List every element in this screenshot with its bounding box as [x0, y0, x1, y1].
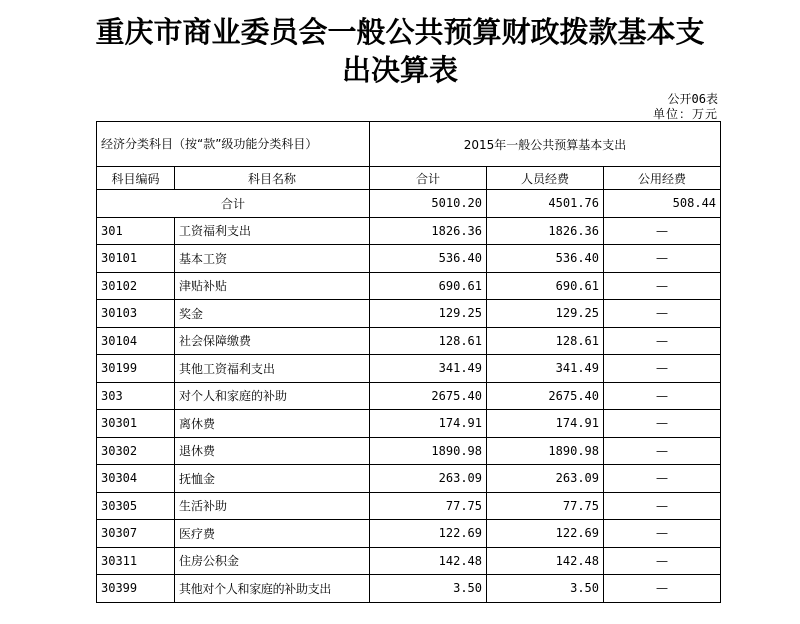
row-personnel: 129.25	[487, 300, 604, 328]
table-row	[97, 382, 721, 410]
unit-label: 单位：万元	[652, 107, 718, 121]
row-public: —	[604, 575, 721, 603]
row-public: —	[604, 272, 721, 300]
row-total: 2675.40	[370, 382, 487, 410]
row-total: 77.75	[370, 492, 487, 520]
row-total: 142.48	[370, 547, 487, 575]
total-row	[97, 190, 721, 218]
row-public: —	[604, 300, 721, 328]
header-budget-title: 2015年一般公共预算基本支出	[370, 122, 721, 167]
row-name: 对个人和家庭的补助	[175, 382, 370, 410]
row-name: 生活补助	[175, 492, 370, 520]
row-total: 536.40	[370, 245, 487, 273]
row-name: 其他对个人和家庭的补助支出	[175, 575, 370, 603]
row-total: 690.61	[370, 272, 487, 300]
table-row	[97, 327, 721, 355]
table-row	[97, 492, 721, 520]
header-row-2	[97, 167, 721, 190]
table-row	[97, 575, 721, 603]
row-code: 30302	[97, 437, 175, 465]
row-code: 301	[97, 217, 175, 245]
table-row	[97, 300, 721, 328]
row-total: 341.49	[370, 355, 487, 383]
table-row	[97, 520, 721, 548]
row-code: 30307	[97, 520, 175, 548]
row-public: —	[604, 355, 721, 383]
row-code: 30102	[97, 272, 175, 300]
total-row-label: 合计	[97, 190, 370, 218]
table-row	[97, 272, 721, 300]
row-personnel: 2675.40	[487, 382, 604, 410]
row-code: 30399	[97, 575, 175, 603]
row-personnel: 1826.36	[487, 217, 604, 245]
table-row	[97, 437, 721, 465]
row-personnel: 263.09	[487, 465, 604, 493]
row-personnel: 536.40	[487, 245, 604, 273]
row-public: —	[604, 410, 721, 438]
row-personnel: 1890.98	[487, 437, 604, 465]
row-personnel: 341.49	[487, 355, 604, 383]
budget-table	[96, 121, 721, 603]
row-public: —	[604, 327, 721, 355]
row-total: 174.91	[370, 410, 487, 438]
header-public: 公用经费	[604, 167, 721, 190]
form-number: 公开06表	[667, 92, 718, 106]
table-row	[97, 245, 721, 273]
row-name: 基本工资	[175, 245, 370, 273]
row-name: 社会保障缴费	[175, 327, 370, 355]
row-code: 30304	[97, 465, 175, 493]
row-personnel: 174.91	[487, 410, 604, 438]
header-personnel: 人员经费	[487, 167, 604, 190]
row-public: —	[604, 520, 721, 548]
header-econ-class: 经济分类科目（按“款”级功能分类科目）	[97, 122, 370, 167]
row-code: 30104	[97, 327, 175, 355]
row-personnel: 690.61	[487, 272, 604, 300]
table-row	[97, 217, 721, 245]
row-personnel: 3.50	[487, 575, 604, 603]
row-name: 医疗费	[175, 520, 370, 548]
total-row-public: 508.44	[604, 190, 721, 218]
row-total: 1890.98	[370, 437, 487, 465]
row-public: —	[604, 465, 721, 493]
row-personnel: 142.48	[487, 547, 604, 575]
row-total: 129.25	[370, 300, 487, 328]
table-row	[97, 410, 721, 438]
total-row-personnel: 4501.76	[487, 190, 604, 218]
row-personnel: 128.61	[487, 327, 604, 355]
row-name: 津贴补贴	[175, 272, 370, 300]
row-code: 30305	[97, 492, 175, 520]
row-code: 30101	[97, 245, 175, 273]
row-public: —	[604, 245, 721, 273]
row-name: 奖金	[175, 300, 370, 328]
header-name: 科目名称	[175, 167, 370, 190]
row-personnel: 122.69	[487, 520, 604, 548]
row-code: 30311	[97, 547, 175, 575]
row-personnel: 77.75	[487, 492, 604, 520]
row-public: —	[604, 437, 721, 465]
row-code: 30301	[97, 410, 175, 438]
row-name: 其他工资福利支出	[175, 355, 370, 383]
row-name: 退休费	[175, 437, 370, 465]
header-total: 合计	[370, 167, 487, 190]
table-row	[97, 547, 721, 575]
row-public: —	[604, 382, 721, 410]
table-row	[97, 465, 721, 493]
row-name: 住房公积金	[175, 547, 370, 575]
report-title-line-2: 出决算表	[341, 53, 458, 87]
table-row	[97, 355, 721, 383]
row-name: 工资福利支出	[175, 217, 370, 245]
row-code: 30199	[97, 355, 175, 383]
row-total: 122.69	[370, 520, 487, 548]
row-name: 抚恤金	[175, 465, 370, 493]
row-total: 1826.36	[370, 217, 487, 245]
row-code: 303	[97, 382, 175, 410]
row-public: —	[604, 217, 721, 245]
total-row-total: 5010.20	[370, 190, 487, 218]
row-total: 263.09	[370, 465, 487, 493]
report-title-line-1: 重庆市商业委员会一般公共预算财政拨款基本支	[95, 15, 705, 49]
row-total: 3.50	[370, 575, 487, 603]
row-public: —	[604, 547, 721, 575]
header-code: 科目编码	[97, 167, 175, 190]
header-row-1	[97, 122, 721, 167]
row-public: —	[604, 492, 721, 520]
row-total: 128.61	[370, 327, 487, 355]
row-name: 离休费	[175, 410, 370, 438]
row-code: 30103	[97, 300, 175, 328]
